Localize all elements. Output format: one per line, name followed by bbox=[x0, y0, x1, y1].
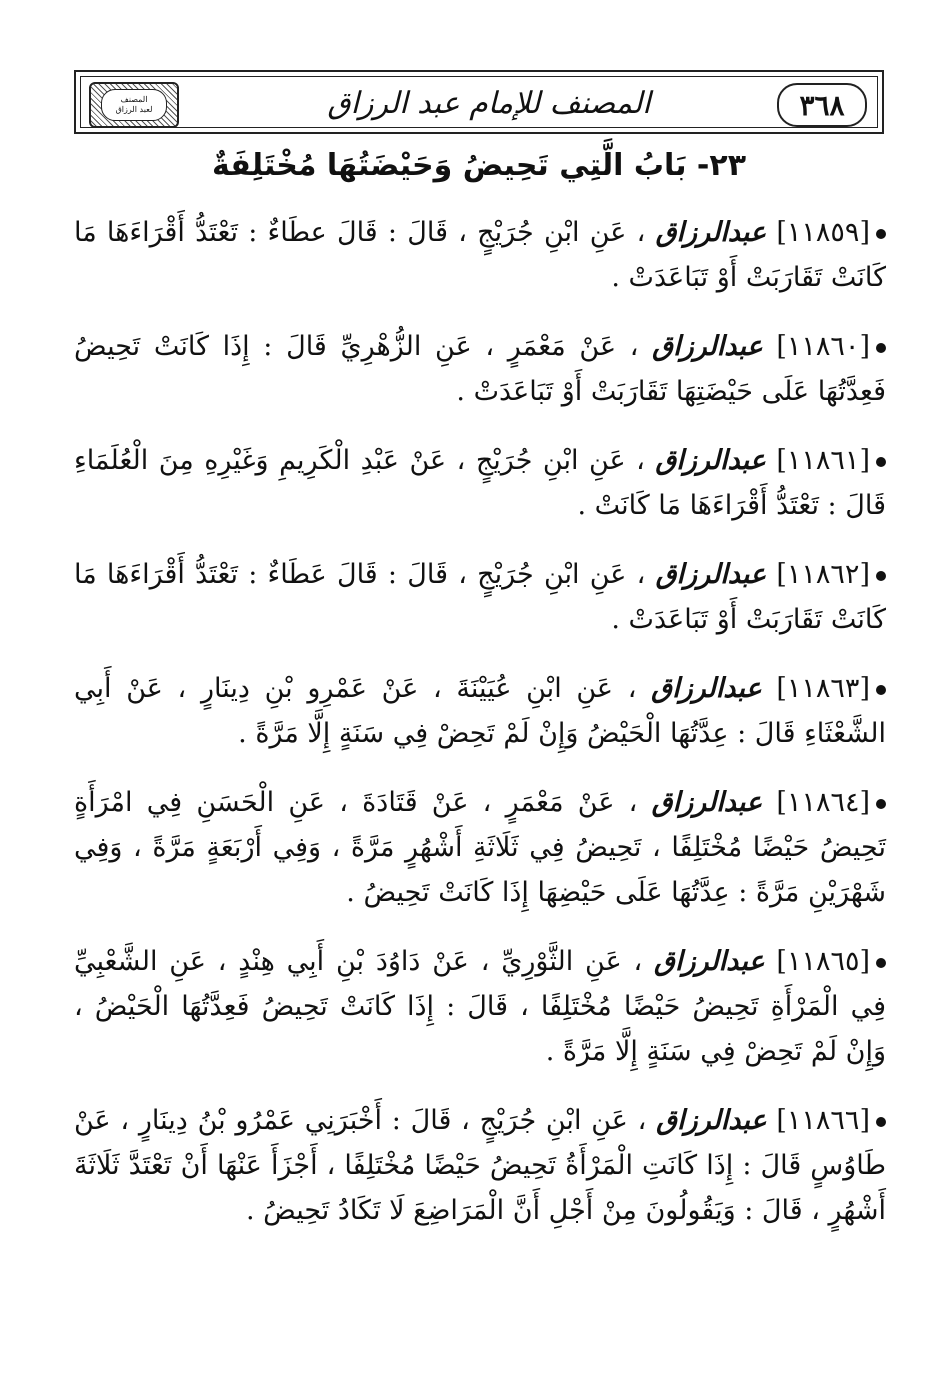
emblem-line-2: لعبد الرزاق bbox=[115, 105, 153, 114]
entries-list bbox=[74, 210, 886, 1257]
entry-number: [١١٨٦٠] bbox=[776, 331, 870, 362]
entry-author: عبدالرزاق bbox=[655, 445, 766, 476]
bullet-icon bbox=[876, 343, 886, 353]
entry-number: [١١٨٦٥] bbox=[776, 946, 870, 977]
entry-author: عبدالرزاق bbox=[654, 946, 765, 977]
chapter-title: ٢٣- بَابُ الَّتِي تَحِيضُ وَحَيْضَتُهَا مُخْتَلِفَةٌ bbox=[211, 148, 747, 183]
entry-number: [١١٨٦٦] bbox=[776, 1105, 870, 1136]
entry-author: عبدالرزاق bbox=[655, 217, 767, 248]
hadith-entry bbox=[74, 438, 886, 528]
entry-author: عبدالرزاق bbox=[655, 559, 767, 590]
emblem-center bbox=[101, 89, 167, 121]
entry-number: [١١٨٥٩] bbox=[776, 217, 870, 248]
hadith-entry bbox=[74, 210, 886, 300]
page-header bbox=[74, 70, 884, 134]
hadith-entry bbox=[74, 939, 886, 1074]
entry-text: ، عَنْ مَعْمَرٍ ، عَنِ الزُّهْرِيِّ قَالَ : إِذَا كَانَتْ تَحِيضُ فَعِدَّتُهَا عَلَى حَيْضَتِهَا تَقَارَبَتْ أَوْ تَبَاعَدَتْ . bbox=[74, 331, 886, 407]
bullet-icon bbox=[876, 958, 886, 968]
entry-text: ، عَنْ مَعْمَرٍ ، عَنْ قَتَادَةَ ، عَنِ الْحَسَنِ فِي امْرَأَةٍ تَحِيضُ حَيْضًا مُخْتَلِفًا ، تَحِيضُ فِي ثَلَاثَةِ أَشْهُرٍ مَرَّةً ، وَفِي أَرْبَعَةٍ مَرَّةً ، وَفِي شَهْرَيْنِ مَرَّةً : عِدَّتُهَا عَلَى حَيْضِهَا إِذَا كَانَتْ تَحِيضُ . bbox=[74, 787, 886, 908]
entry-number: [١١٨٦٢] bbox=[776, 559, 870, 590]
entry-text: ، عَنِ ابْنِ عُيَيْنَةَ ، عَنْ عَمْرِو بْنِ دِينَارٍ ، عَنْ أَبِي الشَّعْثَاءِ قَالَ : عِدَّتُهَا الْحَيْضُ وَإِنْ لَمْ تَحِضْ فِي سَنَةٍ إِلَّا مَرَّةً . bbox=[74, 673, 886, 749]
entry-number: [١١٨٦٤] bbox=[776, 787, 870, 818]
bullet-icon bbox=[876, 229, 886, 239]
entry-text: ، عَنِ الثَّوْرِيِّ ، عَنْ دَاوُدَ بْنِ أَبِي هِنْدٍ ، عَنِ الشَّعْبِيِّ فِي الْمَرْأَةِ تَحِيضُ حَيْضًا مُخْتَلِفًا ، قَالَ : إِذَا كَانَتْ تَحِيضُ فَعِدَّتُهَا الْحَيْضُ ، وَإِنْ لَمْ تَحِضْ فِي سَنَةٍ إِلَّا مَرَّةً . bbox=[74, 946, 886, 1067]
entry-author: عبدالرزاق bbox=[652, 331, 763, 362]
running-title: المصنف للإمام عبد الرزاق bbox=[327, 85, 651, 121]
entry-text: ، عَنِ ابْنِ جُرَيْجٍ ، عَنْ عَبْدِ الْكَرِيمِ وَغَيْرِهِ مِنَ الْعُلَمَاءِ قَالَ : تَعْتَدُّ أَقْرَاءَهَا مَا كَانَتْ . bbox=[74, 445, 886, 521]
page-number: ٣٦٨ bbox=[777, 83, 867, 127]
header-frame bbox=[80, 76, 878, 128]
entry-number: [١١٨٦١] bbox=[776, 445, 870, 476]
entry-text: ، عَنِ ابْنِ جُرَيْجٍ ، قَالَ : قَالَ عَطَاءٌ : تَعْتَدُّ أَقْرَاءَهَا مَا كَانَتْ تَقَارَبَتْ أَوْ تَبَاعَدَتْ . bbox=[74, 559, 886, 635]
bullet-icon bbox=[876, 457, 886, 467]
entry-author: عبدالرزاق bbox=[651, 673, 762, 704]
hadith-entry bbox=[74, 780, 886, 915]
hadith-entry bbox=[74, 1098, 886, 1233]
entry-text: ، عَنِ ابْنِ جُرَيْجٍ ، قَالَ : أَخْبَرَنِي عَمْرُو بْنُ دِينَارٍ ، عَنْ طَاوُسٍ قَالَ : إِذَا كَانَتِ الْمَرْأَةُ تَحِيضُ حَيْضًا مُخْتَلِفًا ، أَجْزَأَ عَنْهَا أَنْ تَعْتَدَّ ثَلَاثَةَ أَشْهُرٍ ، قَالَ : وَيَقُولُونَ مِنْ أَجْلِ أَنَّ الْمَرَاضِعَ لَا تَكَادُ تَحِيضُ . bbox=[74, 1105, 886, 1226]
book-emblem-icon bbox=[89, 82, 179, 128]
bullet-icon bbox=[876, 1117, 886, 1127]
hadith-entry bbox=[74, 324, 886, 414]
entry-number: [١١٨٦٣] bbox=[776, 673, 870, 704]
hadith-entry bbox=[74, 552, 886, 642]
entry-author: عبدالرزاق bbox=[651, 787, 763, 818]
emblem-line-1: المصنف bbox=[120, 95, 148, 104]
bullet-icon bbox=[876, 799, 886, 809]
entry-author: عبدالرزاق bbox=[656, 1105, 767, 1136]
bullet-icon bbox=[876, 571, 886, 581]
hadith-entry bbox=[74, 666, 886, 756]
entry-text: ، عَنِ ابْنِ جُرَيْجٍ ، قَالَ : قَالَ عطَاءٌ : تَعْتَدُّ أَقْرَاءَهَا مَا كَانَتْ تَقَارَبَتْ أَوْ تَبَاعَدَتْ . bbox=[74, 217, 886, 293]
bullet-icon bbox=[876, 685, 886, 695]
